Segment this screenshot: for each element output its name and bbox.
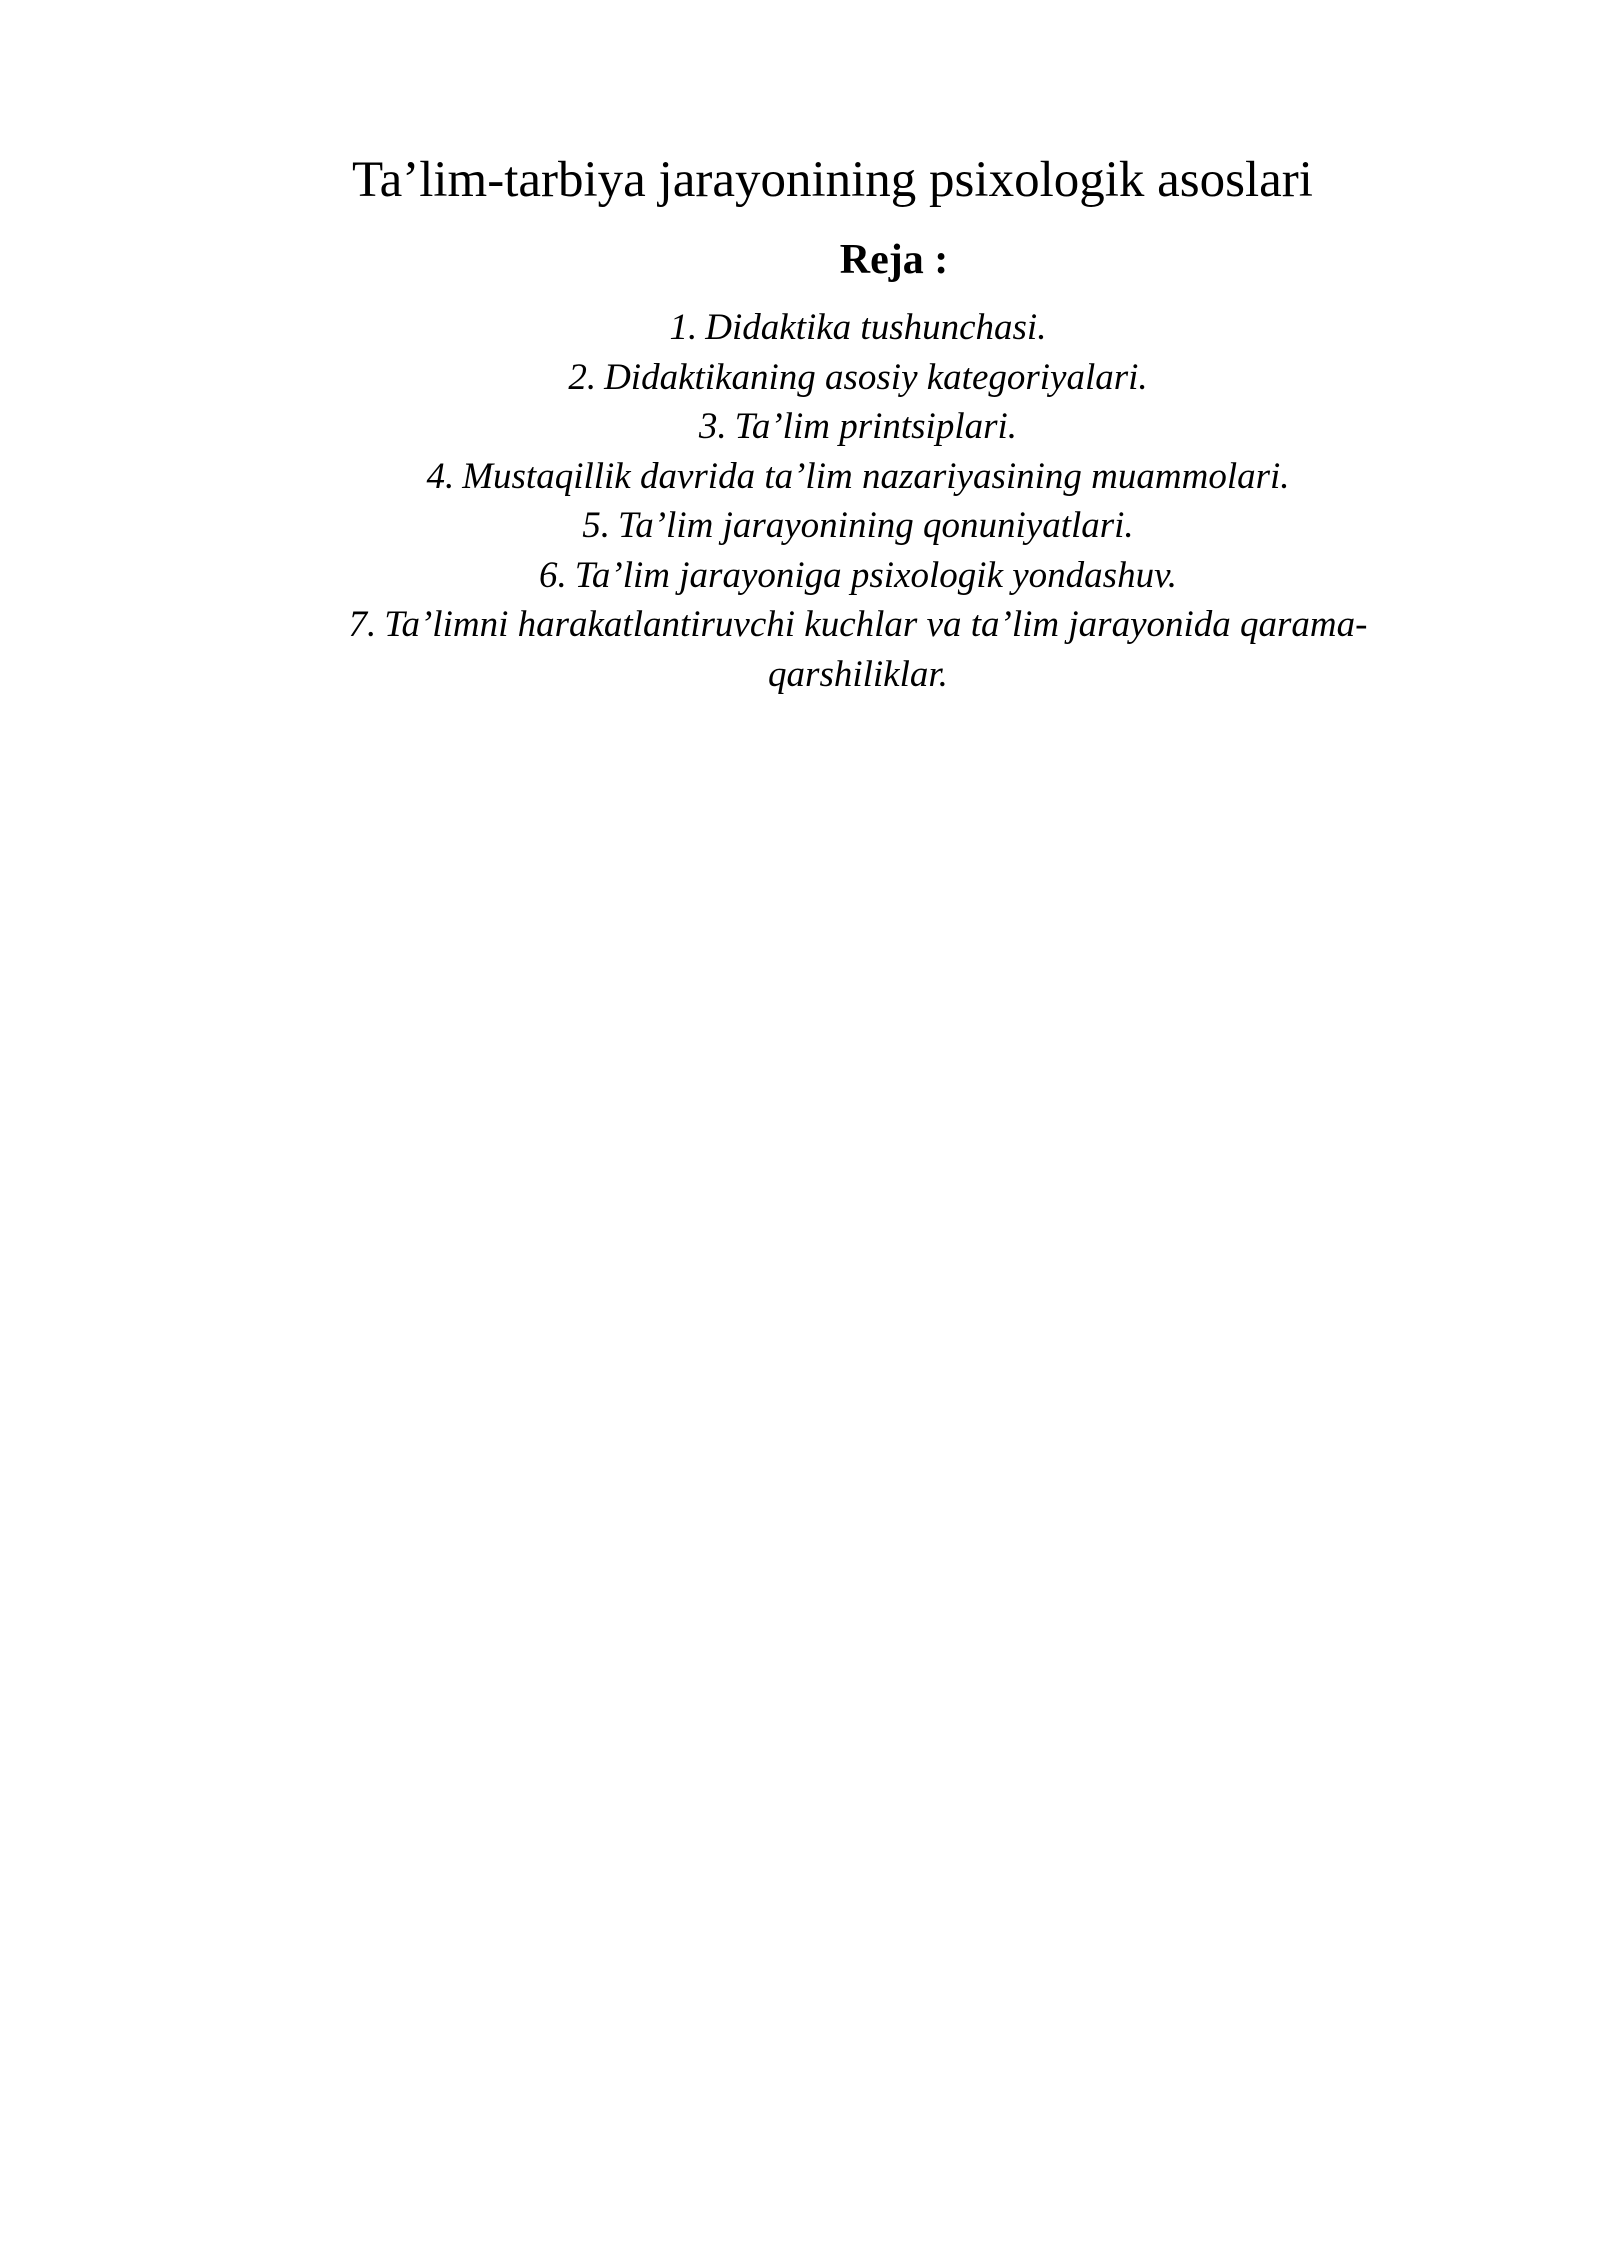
plan-item-number: 3. xyxy=(698,406,727,447)
plan-item-text: Didaktika tushunchasi. xyxy=(705,307,1047,348)
plan-item-text: Ta’lim printsiplari. xyxy=(734,406,1018,447)
plan-item-5 xyxy=(0,501,1600,551)
plan-item-3 xyxy=(0,402,1600,452)
plan-list xyxy=(0,303,1600,699)
plan-item-number: 7. xyxy=(348,604,377,645)
plan-item-2 xyxy=(0,353,1600,403)
plan-item-7 xyxy=(0,600,1600,699)
plan-item-6 xyxy=(0,551,1600,601)
plan-item-text: Ta’lim jarayonining qonuniyatlari. xyxy=(618,505,1134,546)
plan-item-text: Mustaqillik davrida ta’lim nazariyasining muammolari. xyxy=(462,455,1290,497)
plan-heading: Reja : xyxy=(839,237,949,283)
plan-item-number: 1. xyxy=(669,307,698,348)
plan-item-number: 5. xyxy=(582,505,611,546)
plan-item-1 xyxy=(0,303,1600,353)
plan-item-4 xyxy=(0,452,1600,502)
plan-item-number: 6. xyxy=(539,554,567,596)
plan-item-text: Ta’limni harakatlantiruvchi kuchlar va ta’lim jarayonida qarama- xyxy=(384,604,1368,645)
plan-item-number: 2. xyxy=(568,356,597,398)
plan-item-text: Ta’lim jarayoniga psixologik yondashuv. xyxy=(574,554,1177,596)
plan-item-text: Didaktikaning asosiy kategoriyalari. xyxy=(604,356,1148,398)
plan-item-number: 4. xyxy=(426,455,455,497)
plan-item-text-continuation: qarshiliklar. xyxy=(768,653,948,695)
document-title: Ta’lim-tarbiya jarayonining psixologik asoslari xyxy=(352,152,1313,208)
